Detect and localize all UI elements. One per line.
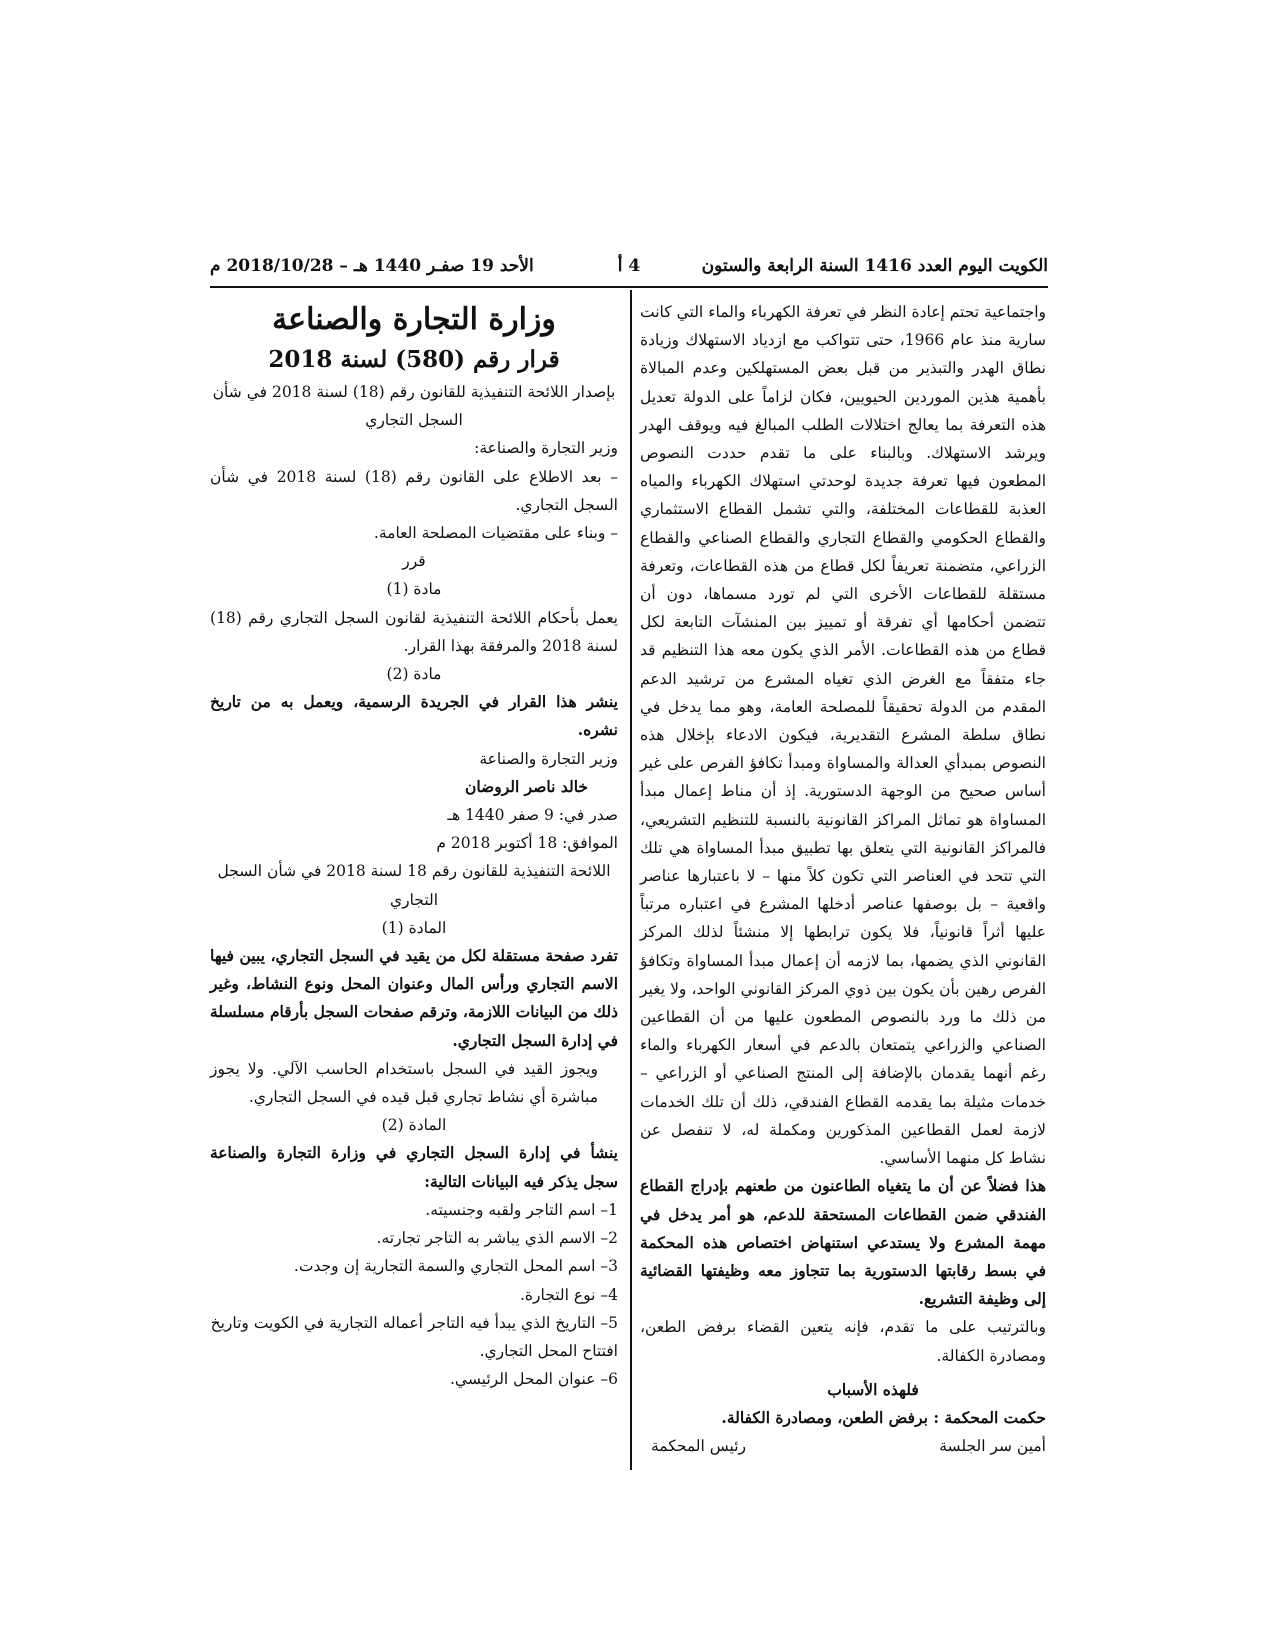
page-number: 4 أ xyxy=(617,256,641,276)
list-item: 6– عنوان المحل الرئيسي. xyxy=(449,1370,618,1389)
left-column xyxy=(210,298,618,1393)
issue-date: الأحد 19 صفـر 1440 هـ – 2018/10/28 م xyxy=(210,256,534,276)
issued-hijri: صدر في: 9 صفر 1440 هـ xyxy=(447,806,618,825)
list-item: 2– الاسم الذي يباشر به التاجر تجارته. xyxy=(376,1229,618,1248)
article-2-heading: مادة (2) xyxy=(386,665,442,684)
list-item: 1– اسم التاجر ولقبه وجنسيته. xyxy=(425,1200,618,1219)
reasons-heading: فلهذه الأسباب xyxy=(827,1379,919,1399)
reg-article-2-heading: المادة (2) xyxy=(381,1116,447,1135)
regulation-title: اللائحة التنفيذية للقانون رقم 18 لسنة 2018 في شأن السجل التجاري xyxy=(217,862,611,909)
decided-heading: قرر xyxy=(402,552,426,571)
decree-title: قرار رقم (580) لسنة 2018 xyxy=(268,346,560,373)
article-1-text: يعمل بأحكام اللائحة التنفيذية لقانون السجل التجاري رقم (18) لسنة 2018 والمرفقة بهذا القرار. xyxy=(210,608,618,655)
signer-name: خالد ناصر الروضان xyxy=(464,776,588,796)
ministry-title: وزارة التجارة والصناعة xyxy=(272,302,556,337)
header-rule xyxy=(210,286,1048,288)
court-verdict: حكمت المحكمة : برفض الطعن، ومصادرة الكفالة. xyxy=(721,1407,1046,1427)
article-1-heading: مادة (1) xyxy=(386,580,442,599)
reg-article-1-text: تفرد صفحة مستقلة لكل من يقيد في السجل التجاري، يبين فيها الاسم التجاري ورأس المال وعنوان المحل ونوع النشاط، وغير ذلك من البيانات اللازمة، وترقم صفحات السجل بأرقام مسلسلة في إدارة السجل التجاري. xyxy=(210,946,618,1050)
page-header xyxy=(210,256,1048,282)
preamble-item-2: – وبناء على مقتضيات المصلحة العامة. xyxy=(373,524,618,543)
judgment-paragraph-2: هذا فضلاً عن أن ما يتغياه الطاعنون من طعنهم بإدراج القطاع الفندقي ضمن القطاعات المستحقة للدعم، هو أمر يدخل في مهمة المشرع ولا يستدعي استنهاض اختصاص هذه المحكمة في بسط رقابتها الدستورية بما تتجاوز معه وظيفتها القضائية إلى وظيفة التشريع. xyxy=(640,1176,1046,1309)
article-2-text: ينشر هذا القرار في الجريدة الرسمية، ويعمل به من تاريخ نشره. xyxy=(210,692,618,740)
court-secretary: أمين سر الجلسة xyxy=(939,1437,1046,1456)
minister-intro: وزير التجارة والصناعة: xyxy=(474,439,618,458)
judgment-paragraph-3: وبالترتيب على ما تقدم، فإنه يتعين القضاء برفض الطعن، ومصادرة الكفالة. xyxy=(640,1318,1046,1365)
issued-gregorian: الموافق: 18 أكتوبر 2018 م xyxy=(436,834,618,853)
list-item: 4– نوع التجارة. xyxy=(519,1285,618,1304)
reg-article-2-text: ينشأ في إدارة السجل التجاري في وزارة التجارة والصناعة سجل يذكر فيه البيانات التالية: xyxy=(210,1143,618,1191)
judgment-paragraph-1: واجتماعية تحتم إعادة النظر في تعرفة الكهرباء والماء التي كانت سارية منذ عام 1966، حتى تتواكب مع ازدياد الاستهلاك وزيادة نطاق الهدر والتبذير من قبل بعض المستهلكين وعدم المبالاة بأهمية هذين الموردين الحيويين، فكان لزاماً على الدولة تعديل هذه التعرفة بما يعالج اختلالات الطلب المبالغ فيه ويوقف الهدر ويرشد الاستهلاك. وبالبناء على ما تقدم حددت النصوص المطعون فيها تعرفة جديدة لوحدتي استهلاك الكهرباء والمياه العذبة للقطاعات المختلفة، والتي تشمل القطاع الاستثماري والقطاع الحكومي والقطاع التجاري والقطاع الصناعي والقطاع الزراعي، متضمنة تعريفاً لكل قطاع من هذه القطاعات، وتعرفة مستقلة للقطاعات الأخرى التي لم تورد مسماها، دون أن تتضمن أحكامها أي تفرقة أو تمييز بين المنشآت التابعة لكل قطاع من هذه القطاعات. الأمر الذي يكون معه هذا التنظيم قد جاء متفقاً مع الغرض الذي تغياه المشرع من ترشيد الدعم المقدم من الدولة تحقيقاً للمصلحة العامة، وهو مما يدخل في نطاق سلطة المشرع التقديرية، فيكون الادعاء بإخلال هذه النصوص بمبدأي العدالة والمساواة ومبدأ تكافؤ الفرص على غير أساس صحيح من الوجهة الدستورية. إذ أن مناط إعمال مبدأ المساواة هو تماثل المراكز القانونية بالنسبة للتنظيم التشريعي، فالمراكز القانونية التي يتعلق بها تطبيق مبدأ المساواة هي تلك التي تتحد في العناصر التي تكون كلاً منها – لا باعتبارها عناصر واقعية – بل بوصفها عناصر أدخلها المشرع في اعتباره مرتباً عليها أثراً قانونياً، فلا يكون ترابطها إلا منشئاً لذلك المركز القانوني الذي يضمها، بما لازمه أن إعمال مبدأ المساواة وتكافؤ الفرص رهين بأن يكون بين ذوي المركز القانوني الواحد، ولا يغير من ذلك ما ورد بالنصوص المطعون عليها من أن القطاعين الصناعي والزراعي يتمتعان بالدعم في أسعار الكهرباء والماء رغم أنهما يقدمان بالإضافة إلى المنتج الصناعي أو الزراعي – خدمات مثيلة بما يقدمه القطاع الفندقي، ذلك أن تلك الخدمات لازمة لعمل القطاعين المذكورين ومكملة له، لا تنفصل عن نشاط كل منهما الأساسي. xyxy=(640,303,1046,1168)
issue-info: الكويت اليوم العدد 1416 السنة الرابعة والستون xyxy=(701,256,1048,276)
preamble-item-1: – بعد الاطلاع على القانون رقم (18) لسنة 2018 في شأن السجل التجاري. xyxy=(210,467,618,514)
list-item: 5– التاريخ الذي يبدأ فيه التاجر أعماله التجارية في الكويت وتاريخ افتتاح المحل التجاري. xyxy=(210,1313,618,1360)
court-president: رئيس المحكمة xyxy=(651,1437,746,1456)
list-item: 3– اسم المحل التجاري والسمة التجارية إن وجدت. xyxy=(293,1257,618,1276)
right-column xyxy=(640,298,1046,1460)
decree-subject: بإصدار اللائحة التنفيذية للقانون رقم (18) لسنة 2018 في شأن السجل التجاري xyxy=(212,383,616,430)
signature-row xyxy=(640,1432,1046,1460)
reg-article-1-heading: المادة (1) xyxy=(381,918,447,937)
signer-title: وزير التجارة والصناعة xyxy=(479,749,618,768)
column-divider xyxy=(630,290,632,1470)
reg-article-1-text-2: ويجوز القيد في السجل باستخدام الحاسب الآلي. ولا يجوز مباشرة أي نشاط تجاري قبل قيده في السجل التجاري. xyxy=(210,1059,598,1107)
